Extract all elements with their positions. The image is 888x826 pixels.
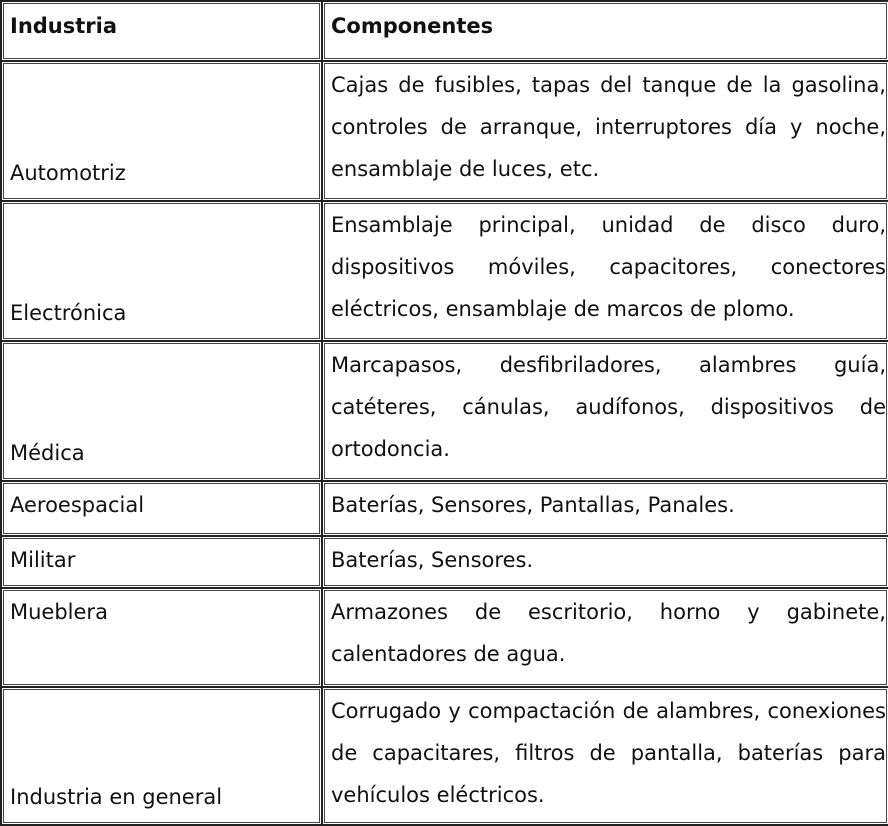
table-row [2,202,888,342]
industry-cell: Médica [2,342,323,482]
industry-cell: Automotriz [2,62,323,202]
components-cell: Armazones de escritorio, horno y gabinete, calentadores de agua. [323,589,888,688]
header-industry: Industria [2,2,323,62]
components-cell: Corrugado y compactación de alambres, conexiones de capacitares, filtros de pantalla, baterías para vehículos eléctricos. [323,688,888,826]
table-row [2,537,888,589]
industry-cell: Mueblera [2,589,323,688]
table-row [2,589,888,688]
table-row [2,688,888,826]
industry-cell: Industria en general [2,688,323,826]
table-row [2,342,888,482]
industry-cell: Militar [2,537,323,589]
table-header-row [2,2,888,62]
components-cell: Cajas de fusibles, tapas del tanque de la gasolina, controles de arranque, interruptores día y noche, ensamblaje de luces, etc. [323,62,888,202]
table-row [2,482,888,537]
components-cell: Marcapasos, desfibriladores, alambres guía, catéteres, cánulas, audífonos, dispositivos de ortodoncia. [323,342,888,482]
header-components: Componentes [323,2,888,62]
components-cell: Baterías, Sensores, Pantallas, Panales. [323,482,888,537]
components-cell: Ensamblaje principal, unidad de disco duro, dispositivos móviles, capacitores, conectores eléctricos, ensamblaje de marcos de plomo. [323,202,888,342]
components-cell: Baterías, Sensores. [323,537,888,589]
industry-cell: Aeroespacial [2,482,323,537]
table-row [2,62,888,202]
industry-cell: Electrónica [2,202,323,342]
